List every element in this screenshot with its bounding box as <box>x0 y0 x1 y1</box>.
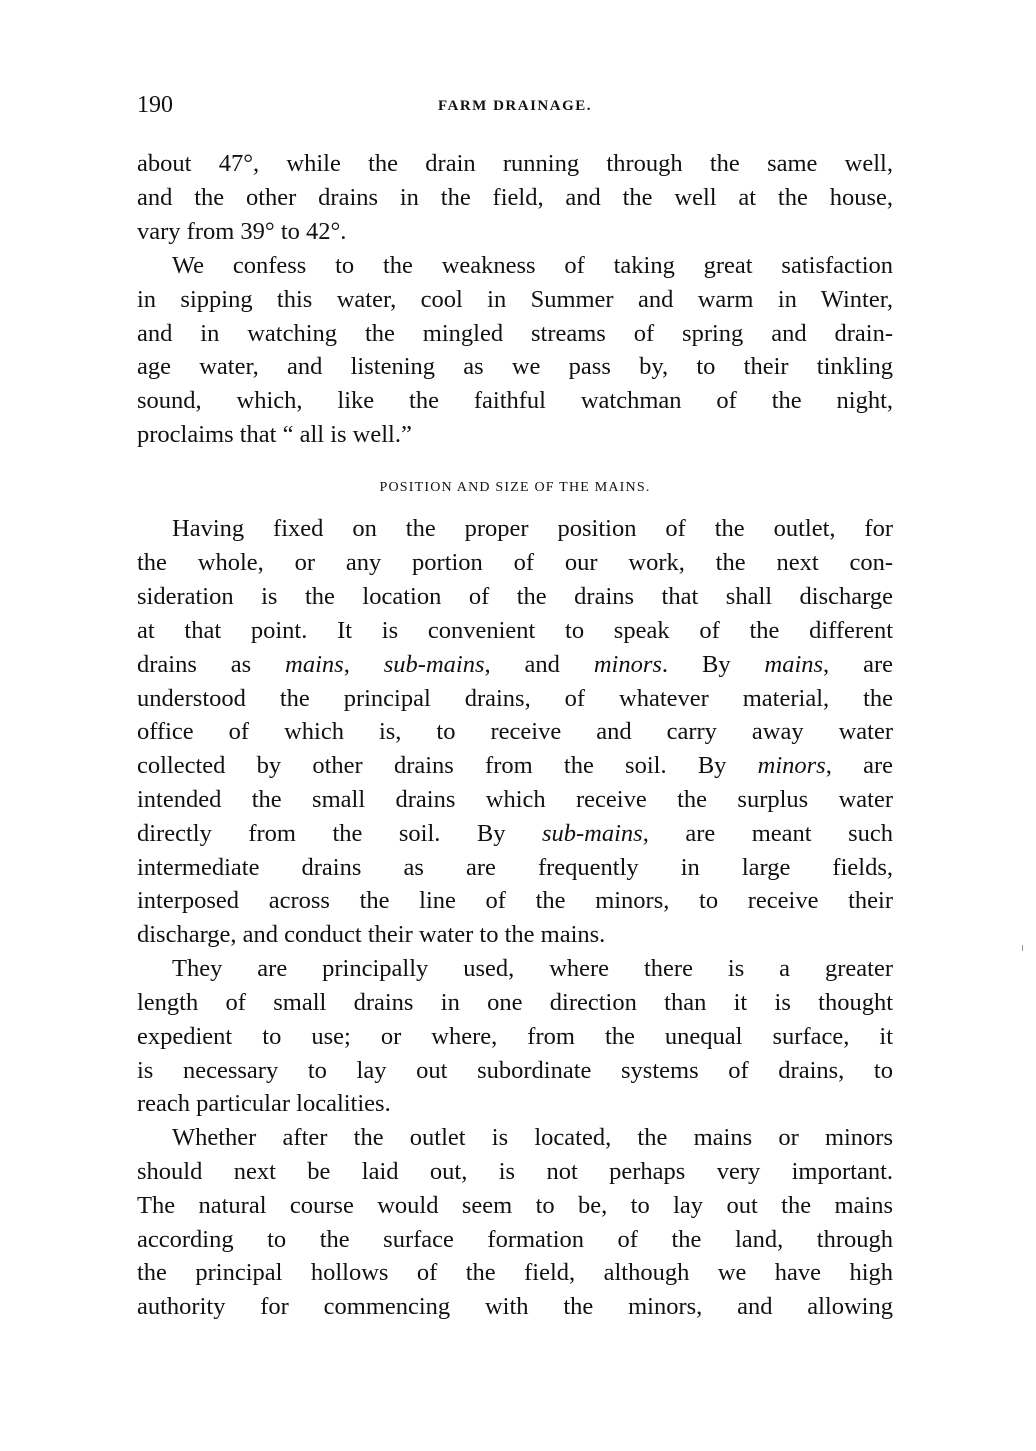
text-line: We confess to the weakness of taking great satisfaction <box>172 252 893 279</box>
text-line: according to the surface formation of the land, through <box>137 1226 893 1253</box>
text-run: directly from the soil. By <box>137 820 542 847</box>
text-line: at that point. It is convenient to speak of the different <box>137 617 893 644</box>
italic-term: sub-mains <box>541 820 643 847</box>
text-run: , are <box>823 651 894 678</box>
text-run: , <box>343 651 384 678</box>
text-line: discharge, and conduct their water to the mains. <box>137 921 606 948</box>
text-line-italic-terms <box>137 820 893 848</box>
text-run: , are meant such <box>642 820 893 847</box>
italic-term: minors <box>757 752 826 779</box>
text-line: expedient to use; or where, from the unequal surface, it <box>137 1023 893 1050</box>
text-line: interposed across the line of the minors, to receive their <box>137 887 893 914</box>
text-line: They are principally used, where there is a greater <box>172 955 893 982</box>
italic-term: mains <box>764 651 824 678</box>
text-line: The natural course would seem to be, to lay out the mains <box>137 1192 893 1219</box>
text-line: and in watching the mingled streams of spring and drain- <box>137 320 893 347</box>
text-line: the principal hollows of the field, although we have high <box>137 1259 893 1286</box>
text-line: about 47°, while the drain running through the same well, <box>137 150 893 177</box>
page-number: 190 <box>137 92 173 118</box>
text-line: in sipping this water, cool in Summer and warm in Winter, <box>137 286 893 313</box>
text-line: reach particular localities. <box>137 1090 391 1117</box>
text-line: length of small drains in one direction than it is thought <box>137 989 893 1016</box>
text-line: the whole, or any portion of our work, the next con- <box>137 549 893 576</box>
text-line: proclaims that “ all is well.” <box>137 421 412 448</box>
text-line: age water, and listening as we pass by, to their tinkling <box>137 353 893 380</box>
text-run: collected by other drains from the soil. By <box>137 752 758 779</box>
text-line: Having fixed on the proper position of the outlet, for <box>172 515 893 542</box>
text-line: is necessary to lay out subordinate systems of drains, to <box>137 1057 893 1084</box>
text-line: understood the principal drains, of whatever material, the <box>137 685 893 712</box>
section-heading: POSITION AND SIZE OF THE MAINS. <box>379 480 651 495</box>
text-line: authority for commencing with the minors, and allowing <box>137 1293 893 1320</box>
text-line-italic-terms <box>137 651 893 679</box>
text-line: office of which is, to receive and carry away water <box>137 718 893 745</box>
italic-term: sub-mains <box>383 651 485 678</box>
text-line-italic-terms <box>137 752 893 780</box>
text-run: . By <box>661 651 765 678</box>
text-line: and the other drains in the field, and the well at the house, <box>137 184 893 211</box>
text-run: , are <box>825 752 893 779</box>
running-title: FARM DRAINAGE. <box>437 98 593 114</box>
page-header <box>137 92 893 122</box>
text-run: , and <box>484 651 594 678</box>
text-run: drains as <box>137 651 286 678</box>
scan-edge-mark <box>1022 945 1023 951</box>
text-line: sound, which, like the faithful watchman of the night, <box>137 387 893 414</box>
italic-term: mains <box>285 651 344 678</box>
text-line: should next be laid out, is not perhaps very important. <box>137 1158 893 1185</box>
text-line: sideration is the location of the drains that shall discharge <box>137 583 893 610</box>
text-line: Whether after the outlet is located, the mains or minors <box>172 1124 893 1151</box>
text-line: intended the small drains which receive the surplus water <box>137 786 893 813</box>
text-line: intermediate drains as are frequently in large fields, <box>137 854 893 881</box>
text-line: vary from 39° to 42°. <box>137 218 347 245</box>
italic-term: minors <box>593 651 662 678</box>
